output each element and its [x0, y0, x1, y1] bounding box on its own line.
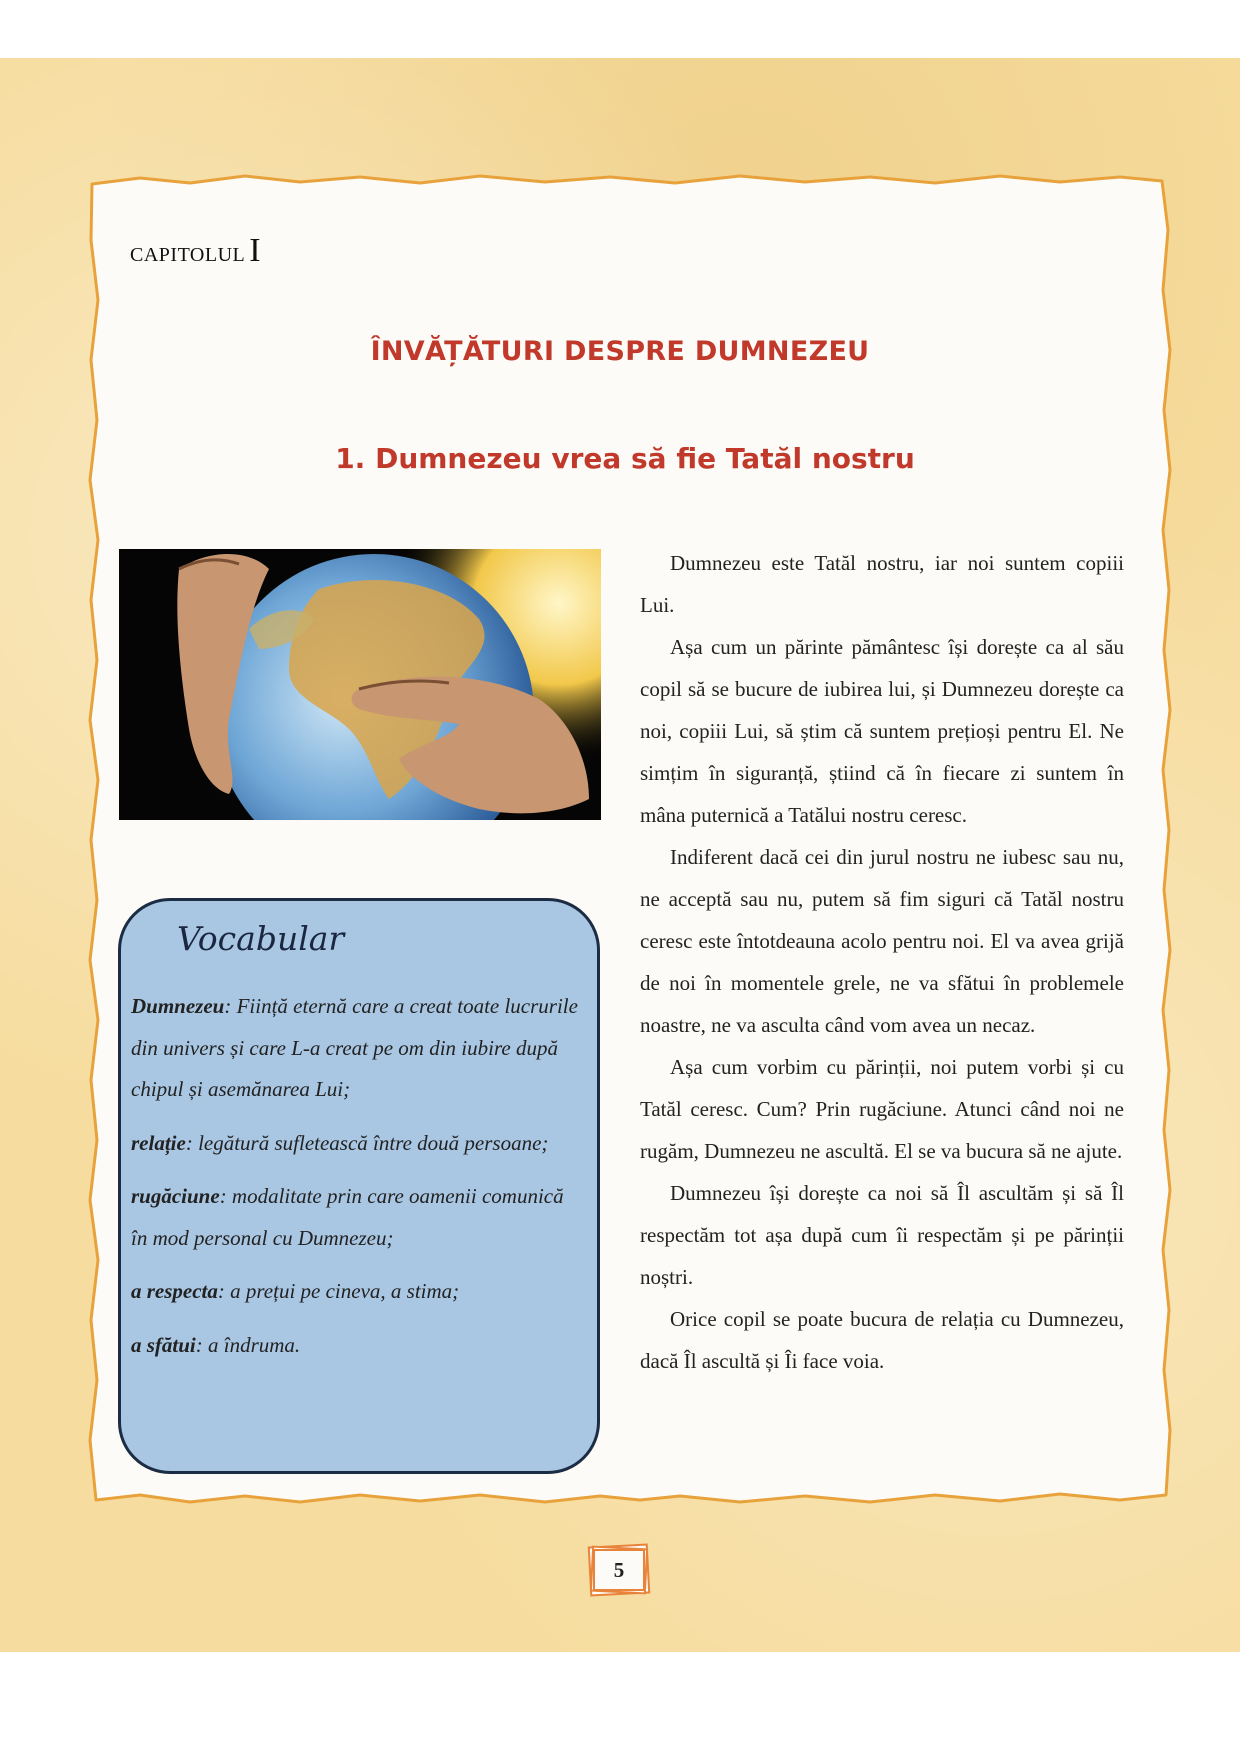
vocabulary-definition: : modalitate prin care oamenii comunică în mod personal cu Dumnezeu; [131, 1184, 564, 1250]
vocabulary-definition: : a îndruma. [195, 1332, 301, 1357]
vocabulary-entry [131, 986, 581, 1111]
vocabulary-entry [131, 1123, 581, 1165]
vocabulary-term: a sfătui [131, 1332, 196, 1357]
paragraph: Dumnezeu este Tatăl nostru, iar noi suntem copiii Lui. [640, 551, 1124, 617]
lesson-text [640, 542, 1124, 1382]
illustration [119, 549, 601, 820]
vocabulary-entry [131, 1271, 581, 1313]
vocabulary-definition: : legătură sufletească între două persoane; [185, 1130, 549, 1155]
vocabulary-definition: : Ființă eternă care a creat toate lucrurile din univers și care L-a creat pe om din iubire după chipul și asemănarea Lui; [131, 994, 578, 1101]
lesson-title: 1. Dumnezeu vrea să fie Tatăl nostru [335, 442, 915, 475]
paragraph: Dumnezeu își dorește ca noi să Îl ascultăm și să Îl respectăm tot așa după cum îi respectăm și pe părinții noștri. [640, 1181, 1124, 1289]
chapter-label [130, 232, 261, 270]
vocabulary-definition: : a prețui pe cineva, a stima; [217, 1279, 460, 1303]
vocabulary-term: relație [131, 1130, 186, 1155]
vocabulary-term: Dumnezeu [131, 994, 225, 1018]
chapter-numeral: I [249, 232, 262, 269]
page-number-box [586, 1540, 652, 1600]
hands-holding-globe-icon [119, 549, 601, 820]
paragraph: Așa cum un părinte pământesc își dorește ca al său copil să se bucure de iubirea lui, și Dumnezeu dorește ca noi, copiii Lui, să știm că suntem prețioși pentru El. Ne simțim în siguranță, știind că în fiecare zi suntem în mâna puternică a Tatălui nostru ceresc. [640, 635, 1124, 827]
vocabulary-box [118, 898, 600, 1474]
main-title: ÎNVĂȚĂTURI DESPRE DUMNEZEU [370, 336, 870, 367]
paragraph: Orice copil se poate bucura de relația cu Dumnezeu, dacă Îl ascultă și Îi face voia. [640, 1307, 1124, 1373]
vocabulary-entry [131, 1176, 581, 1259]
vocabulary-entry [131, 1325, 581, 1367]
chapter-word: CAPITOLUL [130, 244, 246, 266]
vocabulary-term: rugăciune [131, 1184, 220, 1208]
vocabulary-term: a respecta [131, 1279, 218, 1303]
vocabulary-list [131, 986, 581, 1378]
paragraph: Așa cum vorbim cu părinții, noi putem vorbi și cu Tatăl ceresc. Cum? Prin rugăciune. Atunci când noi ne rugăm, Dumnezeu ne ascultă. El se va bucura să ne ajute. [640, 1055, 1124, 1163]
paragraph: Indiferent dacă cei din jurul nostru ne iubesc sau nu, ne acceptă sau nu, putem să fim siguri că Tatăl nostru ceresc este întotdeauna acolo pentru noi. El va avea grijă de noi în momentele grele, ne va sfătui în problemele noastre, ne va asculta când vom avea un necaz. [640, 845, 1124, 1037]
page-number: 5 [613, 1557, 625, 1582]
vocabulary-title: Vocabular [177, 919, 345, 958]
